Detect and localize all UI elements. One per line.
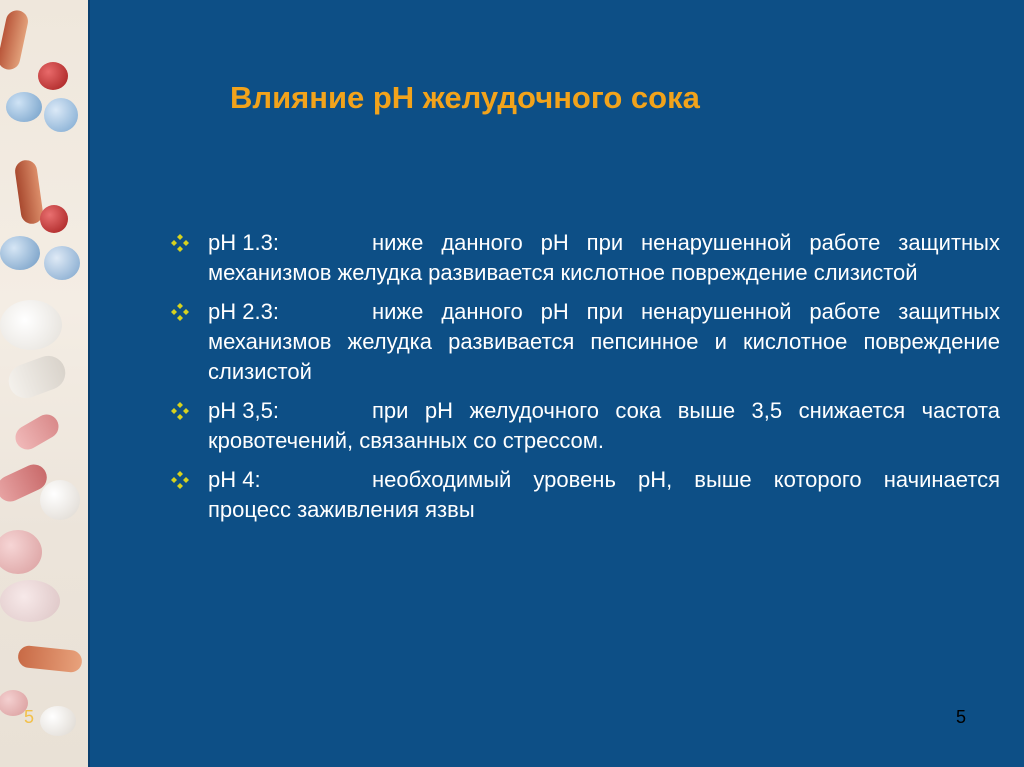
- pills-decoration: [0, 0, 88, 767]
- bullet-list: [170, 228, 1000, 534]
- bullet-item: [170, 465, 1000, 525]
- diamond-bullet-icon: [170, 401, 190, 421]
- ph-label: рН 4:: [208, 467, 261, 492]
- diamond-bullet-icon: [170, 302, 190, 322]
- bullet-item: [170, 228, 1000, 288]
- diamond-bullet-icon: [170, 470, 190, 490]
- decorative-slide-number: 5: [24, 707, 35, 727]
- bullet-description: ниже данного рН при ненарушенной работе защитных механизмов желудка развивается кислотное повреждение слизистой: [208, 230, 1000, 285]
- diamond-bullet-icon: [170, 233, 190, 253]
- bullet-description: при рН желудочного сока выше 3,5 снижается частота кровотечений, связанных со стрессом.: [208, 398, 1000, 453]
- bullet-description: ниже данного рН при ненарушенной работе защитных механизмов желудка развивается пепсинное и кислотное повреждение слизистой: [208, 299, 1000, 384]
- ph-label: рН 3,5:: [208, 398, 279, 423]
- slide-number: 5: [955, 707, 966, 727]
- bullet-item: [170, 396, 1000, 456]
- ph-label: рН 1.3:: [208, 230, 279, 255]
- bullet-item: [170, 297, 1000, 387]
- ph-label: рН 2.3:: [208, 299, 279, 324]
- bullet-description: необходимый уровень рН, выше которого начинается процесс заживления язвы: [208, 467, 1000, 522]
- slide-title: Влияние рН желудочного сока: [230, 80, 700, 115]
